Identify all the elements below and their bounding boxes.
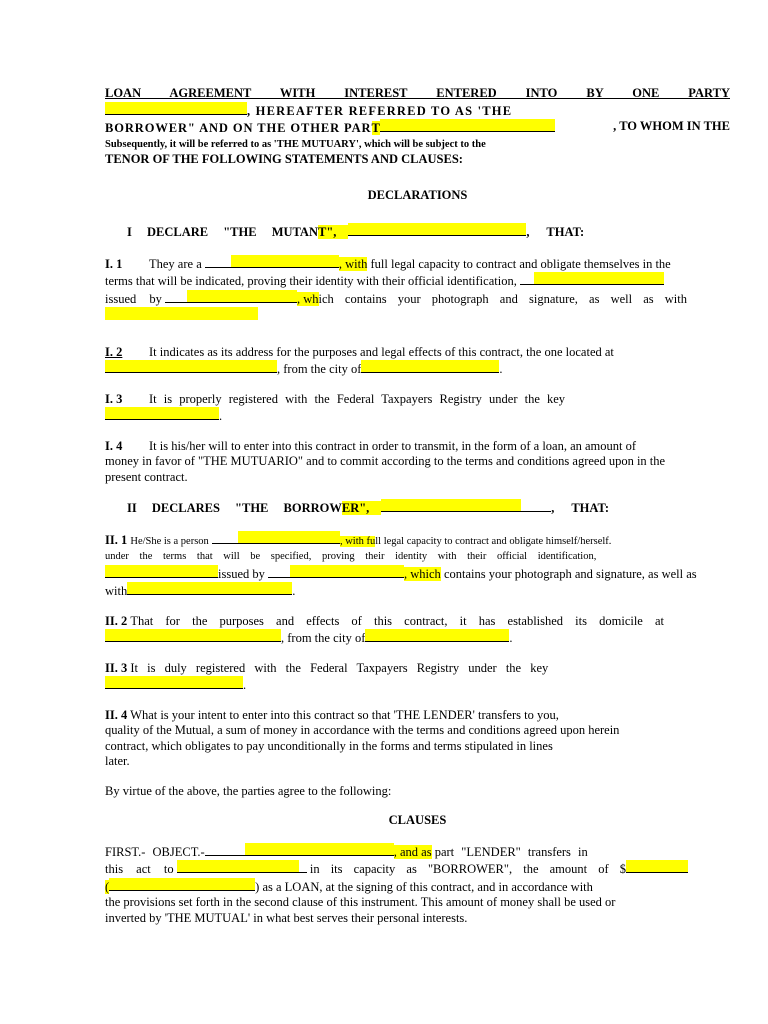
clause-ii4-line-1: II. 4 What is your intent to enter into this contract so that 'THE LENDER' transfers to you, xyxy=(105,707,559,722)
declaration-1-heading: I DECLARE "THE MUTANT", , THAT: xyxy=(127,225,585,239)
clause-ii1-line-3: issued by , which contains your photograph and signature, as well as xyxy=(105,565,730,583)
document-page xyxy=(105,86,730,926)
title-line-1: LOAN AGREEMENT WITH INTEREST ENTERED INTO BY ONE PARTY xyxy=(105,86,730,100)
blank-field[interactable] xyxy=(105,676,243,689)
blank-field[interactable] xyxy=(105,102,247,115)
blank-field[interactable] xyxy=(380,119,555,132)
first-clause-line-3: ( ) as a LOAN, at the signing of this contract, and in accordance with xyxy=(105,879,593,894)
clause-ii1-line-4: with . xyxy=(105,584,296,598)
clause-ii4-line-4: later. xyxy=(105,754,130,768)
blank-field[interactable] xyxy=(105,629,281,642)
blank-field[interactable] xyxy=(205,843,245,856)
declaration-2-heading: II DECLARES "THE BORROWER", , THAT: xyxy=(127,501,610,515)
clause-i4-line-3: present contract. xyxy=(105,469,188,484)
clause-ii3-line-2: . xyxy=(105,676,730,694)
blank-field[interactable] xyxy=(238,531,340,544)
clauses-heading: CLAUSES xyxy=(388,813,447,827)
blank-field[interactable] xyxy=(361,360,499,373)
clause-i3-line-1: I. 3 It is properly registered with the Federal Taxpayers Registry under the key xyxy=(105,391,566,406)
blank-field[interactable] xyxy=(177,860,299,873)
clause-ii4-line-2: quality of the Mutual, a sum of money in accordance with the terms and conditions agreed upon herein xyxy=(105,723,620,737)
first-clause-line-4: the provisions set forth in the second clause of this instrument. This amount of money shall be used or xyxy=(105,895,616,909)
blank-field[interactable] xyxy=(520,272,534,285)
clause-ii3-line-1: II. 3 It is duly registered with the Federal Taxpayers Registry under the key xyxy=(105,660,549,675)
clause-i3-line-2: . xyxy=(105,407,730,425)
clause-i2-line-1: I. 2 It indicates as its address for the purposes and legal effects of this contract, the one located at xyxy=(105,344,614,359)
blank-field[interactable] xyxy=(127,582,292,595)
blank-field[interactable] xyxy=(212,531,238,544)
blank-field[interactable] xyxy=(245,843,394,856)
first-clause-line-2: this act to in its capacity as "BORROWER", the amount of $ xyxy=(105,860,730,878)
blank-field[interactable] xyxy=(521,499,551,512)
blank-field[interactable] xyxy=(381,499,521,512)
blank-field[interactable] xyxy=(105,307,258,320)
first-clause-line-5: inverted by 'THE MUTUAL' in what best serves their personal interests. xyxy=(105,910,468,925)
clause-ii1-line-1: II. 1 He/She is a person , with full legal capacity to contract and obligate himself/herself. xyxy=(105,532,612,547)
clause-i4-line-1: I. 4 It is his/her will to enter into this contract in order to transmit, in the form of a loan, an amount of xyxy=(105,438,637,453)
blank-field[interactable] xyxy=(165,290,187,303)
blank-field[interactable] xyxy=(290,565,404,578)
blank-field[interactable] xyxy=(299,860,307,873)
blank-field[interactable] xyxy=(105,565,218,578)
blank-field[interactable] xyxy=(534,272,664,285)
blank-field[interactable] xyxy=(268,565,290,578)
clause-ii2-line-1: II. 2 That for the purposes and effects of this contract, it has established its domicile at xyxy=(105,613,665,628)
blank-field[interactable] xyxy=(187,290,297,303)
blank-field[interactable] xyxy=(348,223,526,236)
title-line-3: BORROWER" AND ON THE OTHER PART , TO WHOM IN THE xyxy=(105,119,730,135)
title-line-2: , HEREAFTER REFERRED TO AS 'THE xyxy=(105,102,730,120)
clause-i2-line-2: , from the city of . xyxy=(105,360,730,378)
blank-field[interactable] xyxy=(626,860,688,873)
clause-ii2-line-2: , from the city of . xyxy=(105,629,730,647)
clause-i1-line-2: terms that will be indicated, proving their identity with their official identification, xyxy=(105,272,730,290)
blank-field[interactable] xyxy=(231,255,339,268)
clause-i1-line-4 xyxy=(105,307,730,325)
clause-i4-line-2: money in favor of "THE MUTUARIO" and to commit according to the terms and conditions agreed upon in the xyxy=(105,454,666,468)
blank-field[interactable] xyxy=(365,629,509,642)
first-clause-line-1: FIRST.- OBJECT.- , and as part "LENDER" transfers in xyxy=(105,844,588,859)
blank-field[interactable] xyxy=(105,360,277,373)
declarations-heading: DECLARATIONS xyxy=(367,187,468,202)
clause-i1-line-3: issued by , which contains your photograph and signature, as well as with xyxy=(105,291,687,306)
blank-field[interactable] xyxy=(105,407,219,420)
clause-ii4-line-3: contract, which obligates to pay unconditionally in the forms and terms stipulated in lines xyxy=(105,738,553,753)
clause-ii1-line-2: under the terms that will be specified, proving their identity with their official identification, xyxy=(105,551,597,562)
title-line-5: TENOR OF THE FOLLOWING STATEMENTS AND CLAUSES: xyxy=(105,152,463,166)
title-line-4: Subsequently, it will be referred to as 'THE MUTUARY', which will be subject to the xyxy=(105,138,486,150)
blank-field[interactable] xyxy=(205,255,231,268)
clause-i1-line-1: I. 1 They are a , with full legal capacity to contract and obligate themselves in the xyxy=(105,256,671,271)
blank-field[interactable] xyxy=(109,878,255,891)
virtue-statement: By virtue of the above, the parties agree to the following: xyxy=(105,783,392,798)
